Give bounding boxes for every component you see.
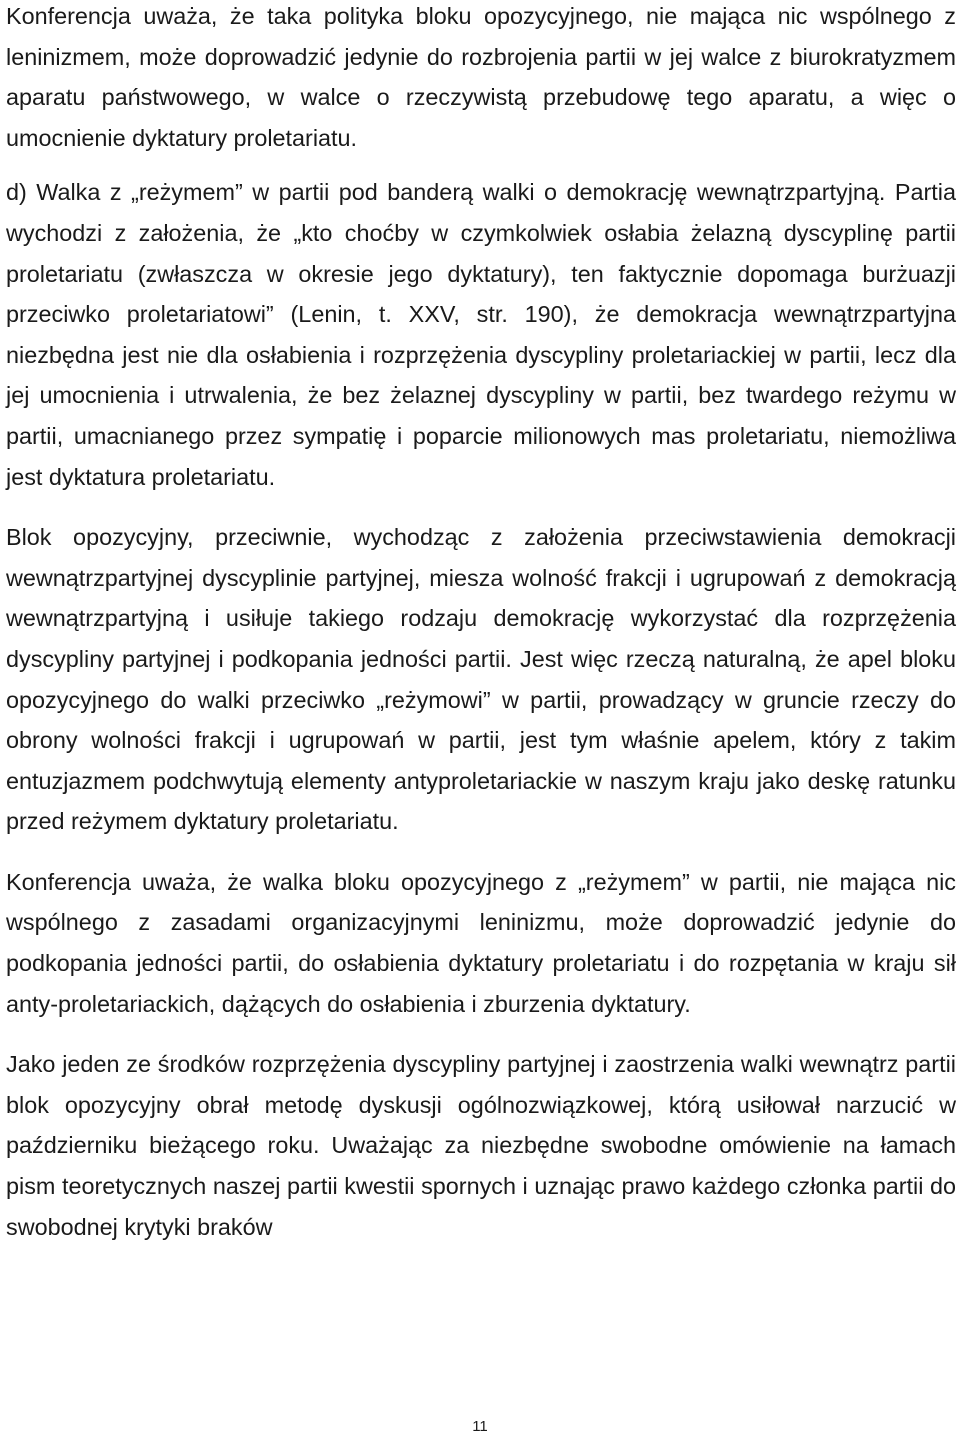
paragraph-conference-struggle: Konferencja uważa, że walka bloku opozycyjnego z „reżymem” w partii, nie mająca nic wspólnego z zasadami organizacyjnymi leninizmu, może doprowadzić jedynie do podkopania jedności partii, do osłabienia dyktatury proletariatu i do rozpętania w kraju sił anty-proletariackich, dążących do osłabienia i zburzenia dyktatury. <box>6 868 956 1017</box>
paragraph-discussion-method: Jako jeden ze środków rozprzężenia dyscypliny partyjnej i zaostrzenia walki wewnątrz partii blok opozycyjny obrał metodę dyskusji ogólnozwiązkowej, którą usiłował narzucić w październiku bieżącego roku. Uważając za niezbędne swobodne omówienie na łamach pism teoretycznych naszej partii kwestii spornych i uznając prawo każdego członka partii do swobodnej krytyki braków <box>6 1051 956 1240</box>
paragraph-conference-policy: Konferencja uważa, że taka polityka bloku opozycyjnego, nie mająca nic wspólnego z leninizmem, może doprowadzić jedynie do rozbrojenia partii w jej walce z biurokratyzmem aparatu państwowego, w walce o rzeczywistą przebudowę tego aparatu, a więc o umocnienie dyktatury proletariatu. <box>6 3 956 151</box>
page-number: 11 <box>472 1418 488 1435</box>
paragraph-opposition-bloc: Blok opozycyjny, przeciwnie, wychodząc z założenia przeciwstawienia demokracji wewnątrzpartyjnej dyscyplinie partyjnej, miesza wolność frakcji i ugrupowań z demokracją wewnątrzpartyjną i usiłuje takiego rodzaju demokrację wykorzystać dla rozprzężenia dyscypliny partyjnej i podkopania jedności partii. Jest więc rzeczą naturalną, że apel bloku opozycyjnego do walki przeciwko „reżymowi” w partii, prowadzący w gruncie rzeczy do obrony wolności frakcji i ugrupowań w partii, jest tym właśnie apelem, który z takim entuzjazmem podchwytują elementy antyproletariackie w naszym kraju jako deskę ratunku przed reżymem dyktatury proletariatu. <box>6 524 956 835</box>
document-page <box>6 0 956 1247</box>
paragraph-section-d-regime: d) Walka z „reżymem” w partii pod banderą walki o demokrację wewnątrzpartyjną. Partia wychodzi z założenia, że „kto choćby w czymkolwiek osłabia żelazną dyscyplinę partii proletariatu (zwłaszcza w okresie jego dyktatury), ten faktycznie dopomaga burżuazji przeciwko proletariatowi” (Lenin, t. XXV, str. 190), że demokracja wewnątrzpartyjna niezbędna jest nie dla osłabienia i rozprzężenia dyscypliny proletariackiej w partii, lecz dla jej umocnienia i utrwalenia, że bez żelaznej dyscypliny w partii, bez twardego reżymu w partii, umacnianego przez sympatię i poparcie milionowych mas proletariatu, niemożliwa jest dyktatura proletariatu. <box>6 179 956 490</box>
